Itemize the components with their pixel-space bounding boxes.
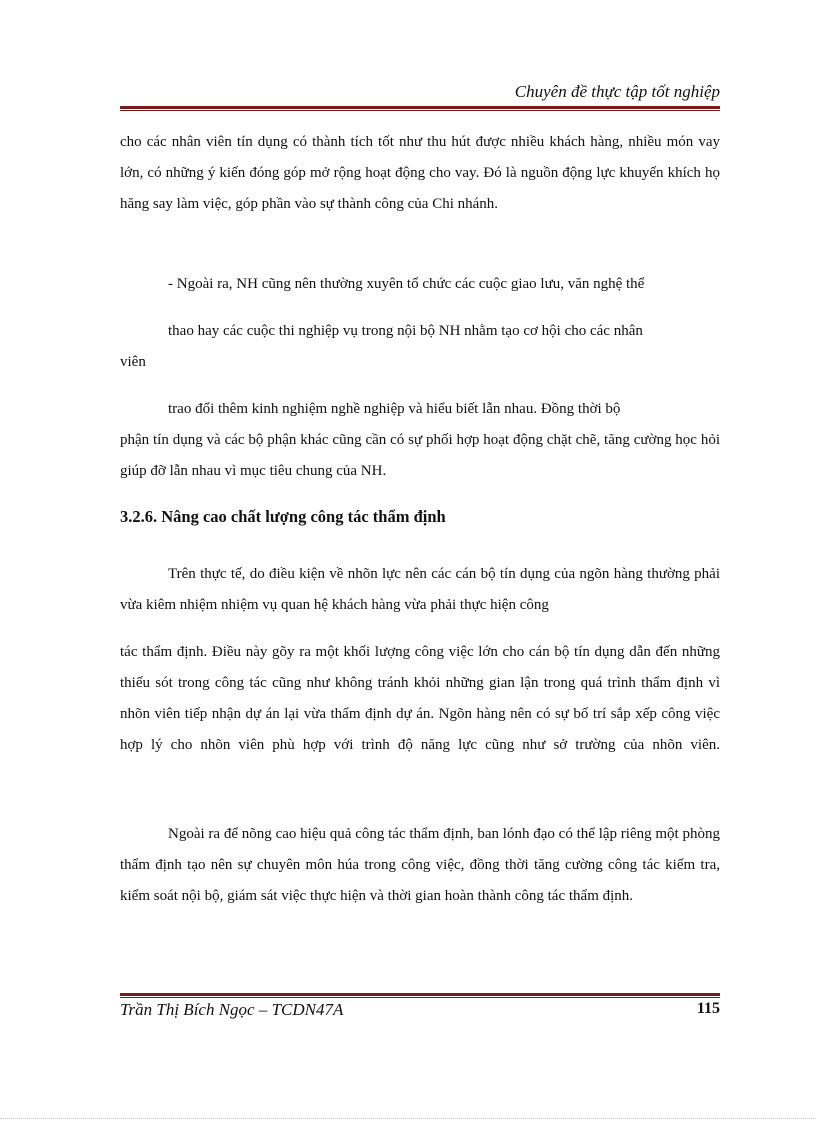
paragraph-3: thao hay các cuộc thi nghiệp vụ trong nội bộ NH nhằm tạo cơ hội cho các nhân: [168, 323, 643, 339]
paragraph-4: phận tín dụng và các bộ phận khác cũng cần có sự phối hợp hoạt động chặt chẽ, tăng cường học hỏi giúp đỡ lẫn nhau vì mục tiêu chung của NH.: [120, 432, 720, 479]
footer-divider: [120, 993, 720, 998]
paragraph-5-start: Trên thực tế, do điều kiện về nhõn lực nên các cán bộ tín dụng của ngõn hàng thường phải vừa kiêm nhiệm nhiệm vụ quan hệ khách hàng vừa phải thực hiện công: [120, 566, 720, 613]
paragraph-2: - Ngoài ra, NH cũng nên thường xuyên tổ chức các cuộc giao lưu, văn nghệ thể: [168, 276, 645, 292]
footer-author: Trần Thị Bích Ngọc – TCDN47A: [120, 1000, 344, 1019]
page-header-title: Chuyên đề thực tập tốt nghiệp: [514, 82, 720, 101]
paragraph-4-first-line: trao đổi thêm kinh nghiệm nghề nghiệp và hiểu biết lẫn nhau. Đồng thời bộ: [168, 401, 621, 417]
paragraph-3-continued: viên: [120, 354, 146, 370]
page-bottom-dotted-line: [0, 1118, 816, 1119]
page-number: 115: [696, 1000, 720, 1017]
paragraph-1: cho các nhân viên tín dụng có thành tích tốt như thu hút được nhiều khách hàng, nhiều món vay lớn, có những ý kiến đóng góp mở rộng hoạt động cho vay. Đó là nguồn động lực khuyến khích họ hăng say làm việc, góp phần vào sự thành công của Chi nhánh.: [120, 134, 720, 212]
section-heading-3-2-6: 3.2.6. Nâng cao chất lượng công tác thẩm định: [120, 507, 446, 526]
paragraph-6: Ngoài ra để nõng cao hiệu quả công tác thẩm định, ban lónh đạo có thể lập riêng một phòng thẩm định tạo nên sự chuyên môn húa trong công việc, đồng thời tăng cường công tác kiểm tra, kiểm soát nội bộ, giám sát việc thực hiện và thời gian hoàn thành công tác thẩm định.: [120, 826, 720, 904]
header-divider: [120, 106, 720, 111]
paragraph-5: tác thẩm định. Điều này gõy ra một khối lượng công việc lớn cho cán bộ tín dụng dẫn đến những thiếu sót trong công tác cũng như không tránh khỏi những gian lận trong quá trình thẩm định vì nhõn viên tiếp nhận dự án lại vừa thẩm định dự án. Ngõn hàng nên có sự bố trí sắp xếp công việc hợp lý cho nhõn viên phù hợp với trình độ năng lực cũng như sở trường của nhõn viên.: [120, 644, 720, 753]
